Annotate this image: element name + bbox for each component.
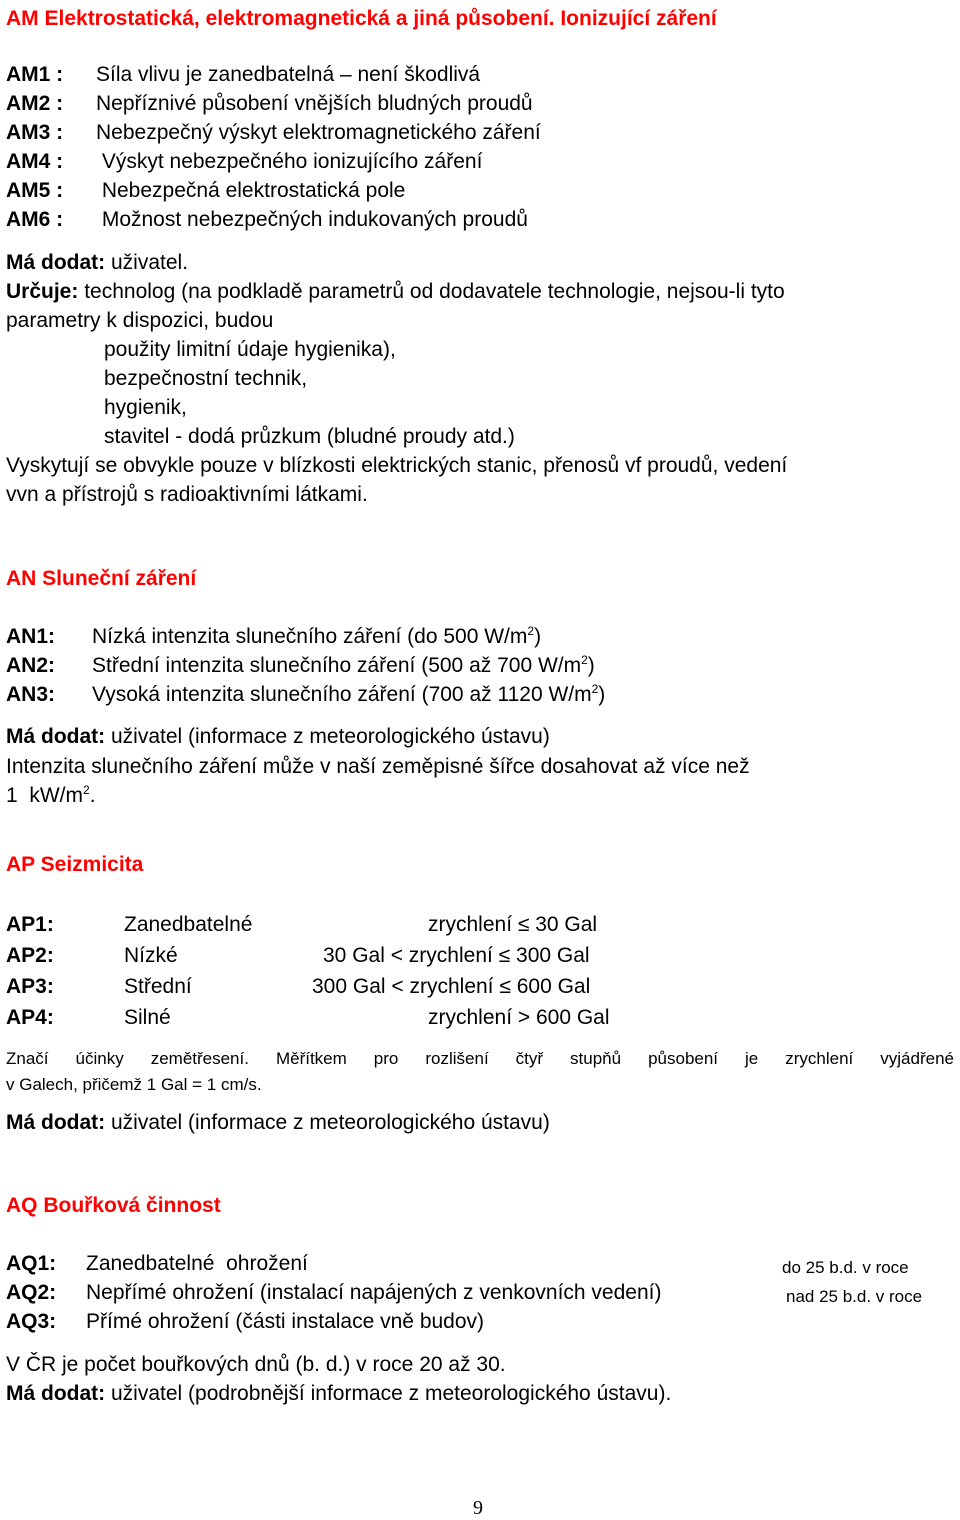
am-item-3 bbox=[6, 121, 541, 145]
an-heading: AN Sluneční záření bbox=[6, 567, 197, 590]
supply-text: uživatel (informace z meteorologického ústavu) bbox=[105, 1111, 550, 1134]
am-code: AM1 : bbox=[6, 63, 64, 86]
an-note-line-2 bbox=[6, 784, 96, 810]
aq-code: AQ1: bbox=[6, 1252, 57, 1275]
am-text: Síla vlivu je zanedbatelná – není škodlivá bbox=[96, 63, 481, 86]
aq-item-2 bbox=[6, 1281, 661, 1305]
am-code: AM3 : bbox=[6, 121, 64, 144]
am-determines-sub-2: bezpečnostní technik, bbox=[104, 367, 308, 390]
ap-code: AP2: bbox=[6, 944, 54, 967]
aq-code: AQ3: bbox=[6, 1310, 57, 1333]
am-heading: AM Elektrostatická, elektromagnetická a jiná působení. Ionizující záření bbox=[6, 7, 717, 30]
ap-range: 300 Gal < zrychlení ≤ 600 Gal bbox=[312, 975, 591, 998]
ap-supply bbox=[6, 1111, 550, 1135]
am-code: AM2 : bbox=[6, 92, 64, 115]
aq-text: Nepřímé ohrožení (instalací napájených z venkovních vedení) bbox=[86, 1281, 662, 1304]
ap-item-4 bbox=[6, 1006, 706, 1030]
aq-heading: AQ Bouřková činnost bbox=[6, 1194, 221, 1217]
ap-note-line-1: Značí účinky zemětřesení. Měřítkem pro rozlišení čtyř stupňů působení je zrychlení vyjádřené bbox=[6, 1049, 954, 1068]
aq-note-2: nad 25 b.d. v roce bbox=[786, 1287, 923, 1306]
ap-heading: AP Seizmicita bbox=[6, 853, 144, 876]
am-item-4 bbox=[6, 150, 482, 174]
supply-label: Má dodat: bbox=[6, 251, 106, 274]
ap-code: AP1: bbox=[6, 913, 54, 936]
am-code: AM5 : bbox=[6, 179, 64, 202]
aq-note-1: do 25 b.d. v roce bbox=[782, 1258, 909, 1277]
an-sup: 2 bbox=[527, 624, 535, 638]
am-determines bbox=[6, 280, 785, 304]
aq-supply bbox=[6, 1382, 671, 1406]
am-code: AM6 : bbox=[6, 208, 64, 231]
aq-item-3 bbox=[6, 1310, 484, 1334]
an-note-line-1: Intenzita slunečního záření může v naší zeměpisné šířce dosahovat až více než bbox=[6, 755, 750, 778]
ap-range: zrychlení ≤ 30 Gal bbox=[428, 913, 598, 936]
am-note-line-1: Vyskytují se obvykle pouze v blízkosti elektrických stanic, přenosů vf proudů, vedení bbox=[6, 454, 788, 477]
aq-note-line: V ČR je počet bouřkových dnů (b. d.) v roce 20 až 30. bbox=[6, 1353, 506, 1376]
an-item-2 bbox=[6, 654, 595, 680]
an-tail: ) bbox=[534, 625, 542, 648]
an-code: AN2: bbox=[6, 654, 56, 677]
an-code: AN1: bbox=[6, 625, 56, 648]
am-note-line-2: vvn a přístrojů s radioaktivními látkami. bbox=[6, 483, 368, 506]
ap-code: AP4: bbox=[6, 1006, 54, 1029]
ap-level: Střední bbox=[124, 975, 192, 998]
page-number: 9 bbox=[473, 1497, 483, 1519]
ap-item-1 bbox=[6, 913, 706, 937]
aq-item-1 bbox=[6, 1252, 308, 1276]
an-item-3 bbox=[6, 683, 605, 709]
am-text: Nebezpečná elektrostatická pole bbox=[96, 179, 406, 202]
aq-text: Přímé ohrožení (části instalace vně budov) bbox=[86, 1310, 485, 1333]
an-note-sup: 2 bbox=[83, 783, 90, 797]
am-item-2 bbox=[6, 92, 533, 116]
supply-text: uživatel (informace z meteorologického ústavu) bbox=[105, 725, 550, 748]
an-item-1 bbox=[6, 625, 541, 651]
am-determines-sub-1: použity limitní údaje hygienika), bbox=[104, 338, 396, 361]
determines-label: Určuje: bbox=[6, 280, 79, 303]
ap-item-3 bbox=[6, 975, 706, 999]
am-determines-sub-3: hygienik, bbox=[104, 396, 187, 419]
an-note-tail: . bbox=[89, 784, 96, 807]
am-determines-line2: parametry k dispozici, budou bbox=[6, 309, 274, 332]
an-code: AN3: bbox=[6, 683, 56, 706]
am-item-5 bbox=[6, 179, 405, 203]
an-supply bbox=[6, 725, 550, 749]
ap-level: Zanedbatelné bbox=[124, 913, 253, 936]
ap-level: Silné bbox=[124, 1006, 171, 1029]
an-text: Nízká intenzita slunečního záření (do 500 W/m bbox=[92, 625, 528, 648]
ap-level: Nízké bbox=[124, 944, 178, 967]
am-item-1 bbox=[6, 63, 480, 87]
determines-text: technolog (na podkladě parametrů od dodavatele technologie, nejsou-li tyto bbox=[78, 280, 785, 303]
an-text: Vysoká intenzita slunečního záření (700 až 1120 W/m bbox=[92, 683, 592, 706]
an-tail: ) bbox=[598, 683, 606, 706]
an-tail: ) bbox=[587, 654, 595, 677]
am-item-6 bbox=[6, 208, 528, 232]
am-supply bbox=[6, 251, 188, 275]
supply-text: uživatel (podrobnější informace z meteorologického ústavu). bbox=[105, 1382, 672, 1405]
ap-range: zrychlení > 600 Gal bbox=[428, 1006, 610, 1029]
an-note-text: 1 kW/m bbox=[6, 784, 83, 807]
supply-label: Má dodat: bbox=[6, 1382, 106, 1405]
an-sup: 2 bbox=[581, 653, 588, 667]
an-text: Střední intenzita slunečního záření (500 až 700 W/m bbox=[92, 654, 582, 677]
an-sup: 2 bbox=[591, 682, 599, 696]
ap-range: 30 Gal < zrychlení ≤ 300 Gal bbox=[323, 944, 590, 967]
am-code: AM4 : bbox=[6, 150, 64, 173]
ap-note-line-2: v Galech, přičemž 1 Gal = 1 cm/s. bbox=[6, 1075, 262, 1094]
ap-code: AP3: bbox=[6, 975, 54, 998]
aq-code: AQ2: bbox=[6, 1281, 57, 1304]
am-text: Nebezpečný výskyt elektromagnetického záření bbox=[96, 121, 541, 144]
supply-label: Má dodat: bbox=[6, 725, 106, 748]
supply-text: uživatel. bbox=[105, 251, 189, 274]
supply-label: Má dodat: bbox=[6, 1111, 106, 1134]
ap-item-2 bbox=[6, 944, 706, 968]
am-determines-sub-4: stavitel - dodá průzkum (bludné proudy atd.) bbox=[104, 425, 515, 448]
am-text: Možnost nebezpečných indukovaných proudů bbox=[96, 208, 528, 231]
aq-text: Zanedbatelné ohrožení bbox=[86, 1252, 308, 1275]
am-text: Nepříznivé působení vnějších bludných proudů bbox=[96, 92, 533, 115]
am-text: Výskyt nebezpečného ionizujícího záření bbox=[96, 150, 483, 173]
